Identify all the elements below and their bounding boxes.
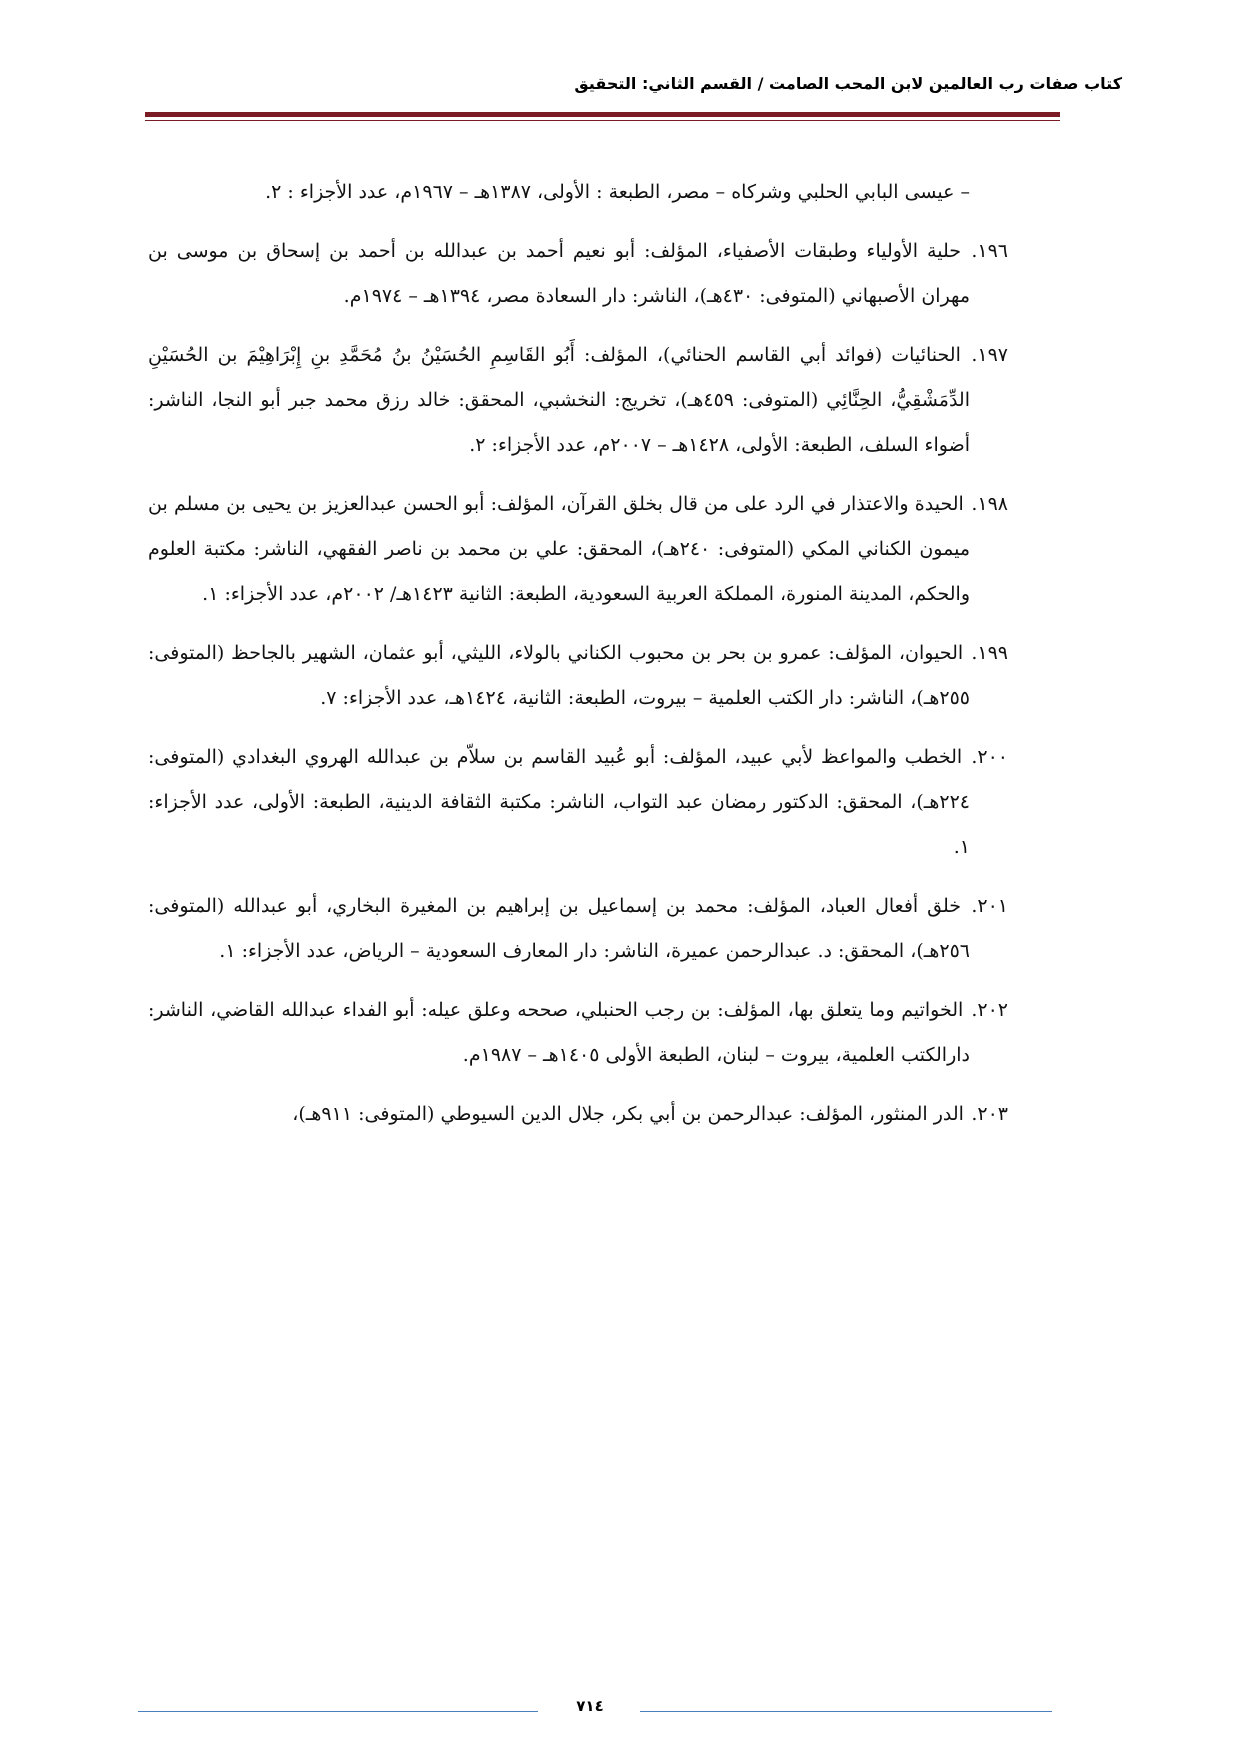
header-rule-thick <box>145 112 1060 117</box>
footer-rule-right <box>640 1711 1052 1712</box>
entry-text: الحنائيات (فوائد أبي القاسم الحنائي)، المؤلف: أَبُو القَاسِمِ الحُسَيْنُ بنُ مُحَمَّدِ بنِ إِبْرَاهِيْمَ بن الحُسَيْنِ الدِّمَشْقِيُّ، الحِنَّائِي (المتوفى: ٤٥٩هـ)، تخريج: النخشبي، المحقق: خالد رزق محمد جبر أبو النجا، الناشر: أضواء السلف، الطبعة: الأولى، ١٤٢٨هـ – ٢٠٠٧م، عدد الأجزاء: ٢. <box>148 344 970 456</box>
bibliography-entry-continued: – عيسى البابي الحلبي وشركاه – مصر، الطبعة : الأولى، ١٣٨٧هـ – ١٩٦٧م، عدد الأجزاء : ٢. <box>265 181 970 203</box>
bibliography-list <box>148 170 1008 1151</box>
entry-number: ١٩٧. <box>971 344 1008 366</box>
entry-text: الخطب والمواعظ لأبي عبيد، المؤلف: أبو عُبيد القاسم بن سلاّم بن عبدالله الهروي البغدادي (المتوفى: ٢٢٤هـ)، المحقق: الدكتور رمضان عبد التواب، الناشر: مكتبة الثقافة الدينية، الطبعة: الأولى، عدد الأجزاء: ١. <box>148 746 970 858</box>
bibliography-entry <box>148 482 1008 617</box>
entry-text: الدر المنثور، المؤلف: عبدالرحمن بن أبي بكر، جلال الدين السيوطي (المتوفى: ٩١١هـ)، <box>292 1103 964 1125</box>
entry-number: ١٩٦. <box>971 240 1008 262</box>
bibliography-entry <box>148 1092 1008 1137</box>
entry-text: خلق أفعال العباد، المؤلف: محمد بن إسماعيل بن إبراهيم بن المغيرة البخاري، أبو عبدالله (المتوفى: ٢٥٦هـ)، المحقق: د. عبدالرحمن عميرة، الناشر: دار المعارف السعودية – الرياض، عدد الأجزاء: ١. <box>148 895 970 962</box>
entry-number: ٢٠٠. <box>971 746 1008 768</box>
bibliography-entry <box>148 735 1008 870</box>
entry-number: ٢٠٢. <box>971 999 1008 1021</box>
entry-number: ٢٠١. <box>971 895 1009 917</box>
entry-number: ١٩٨. <box>971 493 1008 515</box>
bibliography-entry <box>148 333 1008 468</box>
bibliography-entry <box>148 631 1008 721</box>
bibliography-entry <box>148 229 1008 319</box>
entry-text: حلية الأولياء وطبقات الأصفياء، المؤلف: أبو نعيم أحمد بن عبدالله بن أحمد بن إسحاق بن موسى بن مهران الأصبهاني (المتوفى: ٤٣٠هـ)، الناشر: دار السعادة مصر، ١٣٩٤هـ – ١٩٧٤م. <box>148 240 970 307</box>
running-header: كتاب صفات رب العالمين لابن المحب الصامت / القسم الثاني: التحقيق <box>574 74 1122 93</box>
header-rule-thin <box>145 120 1060 121</box>
entry-text: الحيدة والاعتذار في الرد على من قال بخلق القرآن، المؤلف: أبو الحسن عبدالعزيز بن يحيى بن مسلم بن ميمون الكناني المكي (المتوفى: ٢٤٠هـ)، المحقق: علي بن محمد بن ناصر الفقهي، الناشر: مكتبة العلوم والحكم، المدينة المنورة، المملكة العربية السعودية، الطبعة: الثانية ١٤٢٣هـ/ ٢٠٠٢م، عدد الأجزاء: ١. <box>148 493 970 605</box>
entry-number: ٢٠٣. <box>971 1103 1008 1125</box>
footer-rule-left <box>138 1711 538 1712</box>
bibliography-entry <box>148 988 1008 1078</box>
entry-text: الحيوان، المؤلف: عمرو بن بحر بن محبوب الكناني بالولاء، الليثي، أبو عثمان، الشهير بالجاحظ (المتوفى: ٢٥٥هـ)، الناشر: دار الكتب العلمية – بيروت، الطبعة: الثانية، ١٤٢٤هـ، عدد الأجزاء: ٧. <box>148 642 970 709</box>
bibliography-entry <box>148 884 1008 974</box>
entry-number: ١٩٩. <box>971 642 1008 664</box>
page-number: ٧١٤ <box>576 1697 604 1715</box>
entry-text: الخواتيم وما يتعلق بها، المؤلف: بن رجب الحنبلي، صححه وعلق عيله: أبو الفداء عبدالله القاضي، الناشر: دارالكتب العلمية، بيروت – لبنان، الطبعة الأولى ١٤٠٥هـ – ١٩٨٧م. <box>148 999 970 1066</box>
